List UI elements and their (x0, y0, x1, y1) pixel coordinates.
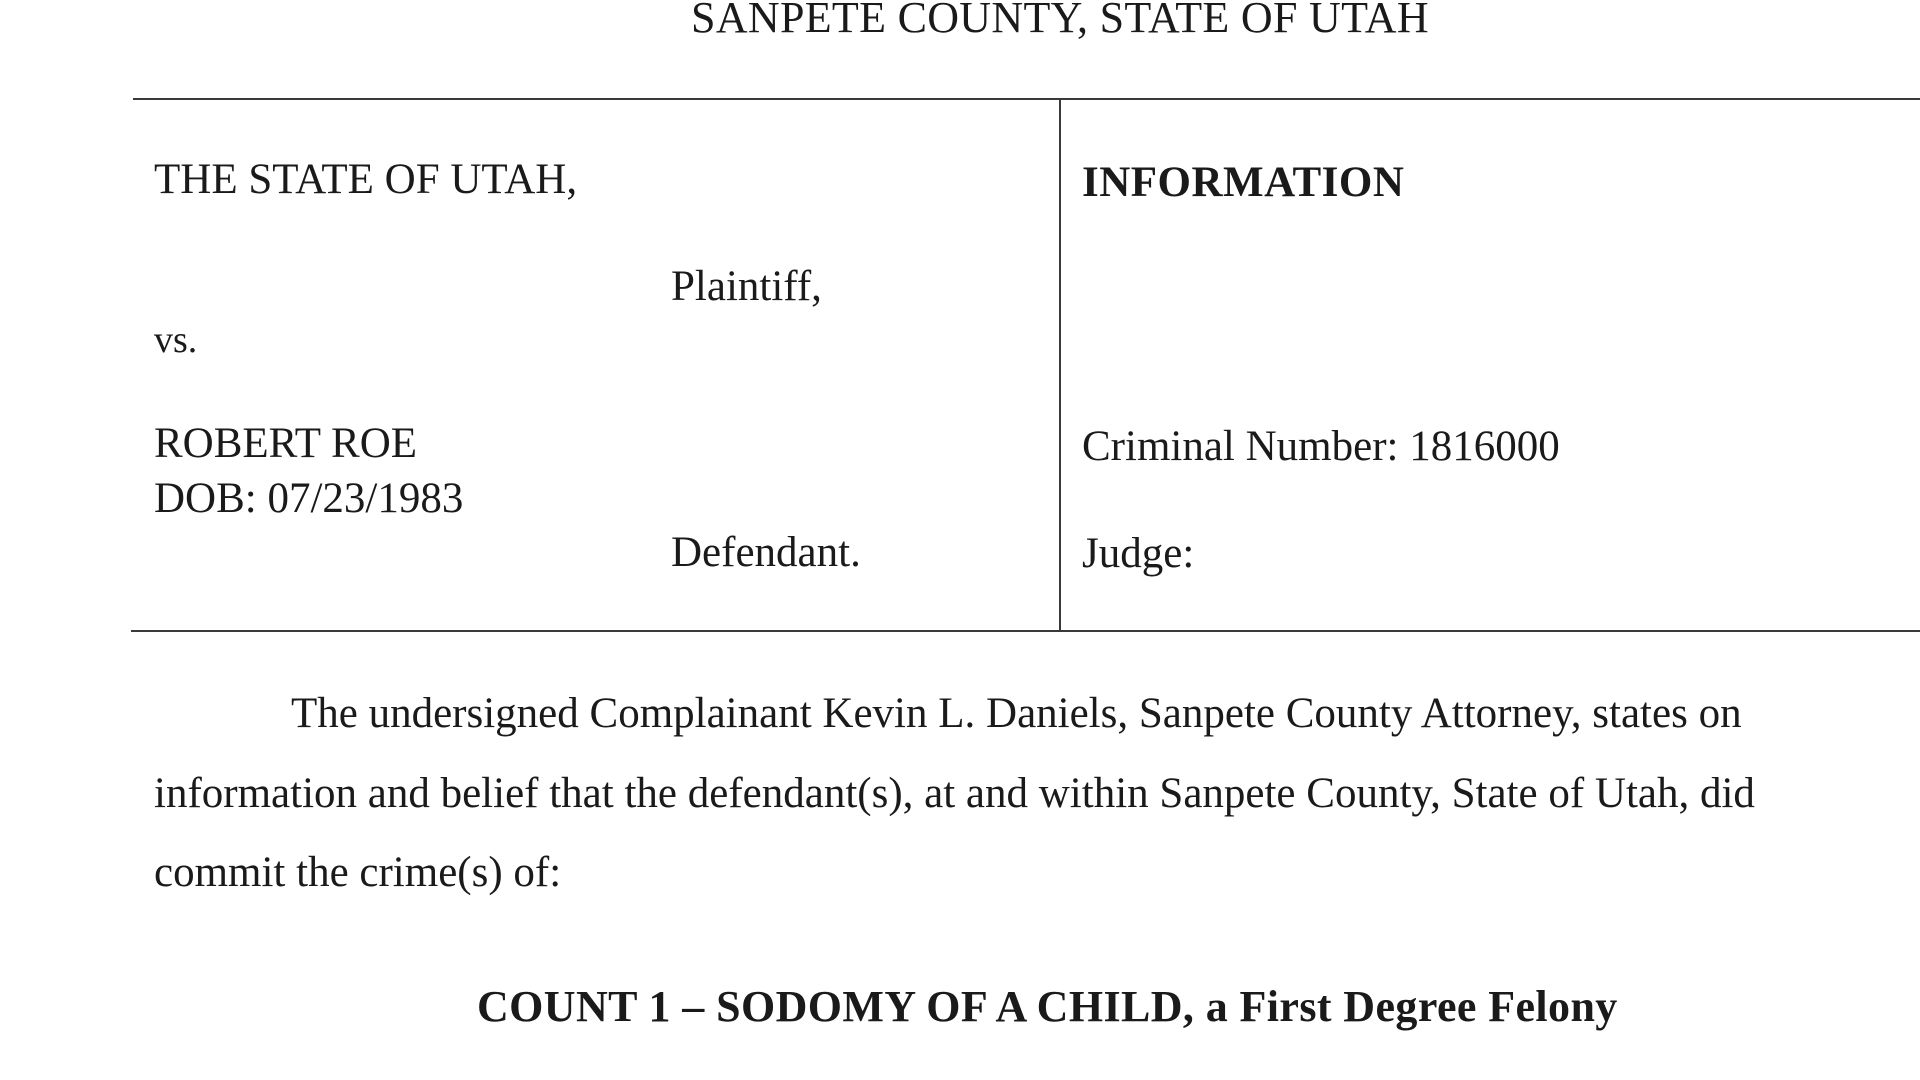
defendant-dob: DOB: 07/23/1983 (154, 475, 464, 522)
body-paragraph-line: The undersigned Complainant Kevin L. Daniels, Sanpete County Attorney, states on (291, 690, 1742, 737)
judge-field: Judge: (1082, 530, 1195, 577)
caption-bottom-rule (131, 630, 1920, 632)
body-paragraph-line: commit the crime(s) of: (154, 849, 562, 896)
caption-divider (1059, 99, 1061, 631)
count-heading: COUNT 1 – SODOMY OF A CHILD, a First Degree Felony (477, 982, 1618, 1031)
versus-label: vs. (154, 319, 198, 361)
plaintiff-party: THE STATE OF UTAH, (154, 156, 578, 203)
court-county-heading: SANPETE COUNTY, STATE OF UTAH (691, 0, 1429, 42)
body-paragraph-line: information and belief that the defendant(s), at and within Sanpete County, State of Utah, did (154, 770, 1755, 817)
document-type-title: INFORMATION (1082, 159, 1405, 206)
defendant-name: ROBERT ROE (154, 420, 418, 467)
defendant-label: Defendant. (671, 529, 861, 576)
criminal-number: Criminal Number: 1816000 (1082, 423, 1560, 470)
caption-top-rule (133, 98, 1920, 100)
plaintiff-label: Plaintiff, (671, 263, 822, 310)
